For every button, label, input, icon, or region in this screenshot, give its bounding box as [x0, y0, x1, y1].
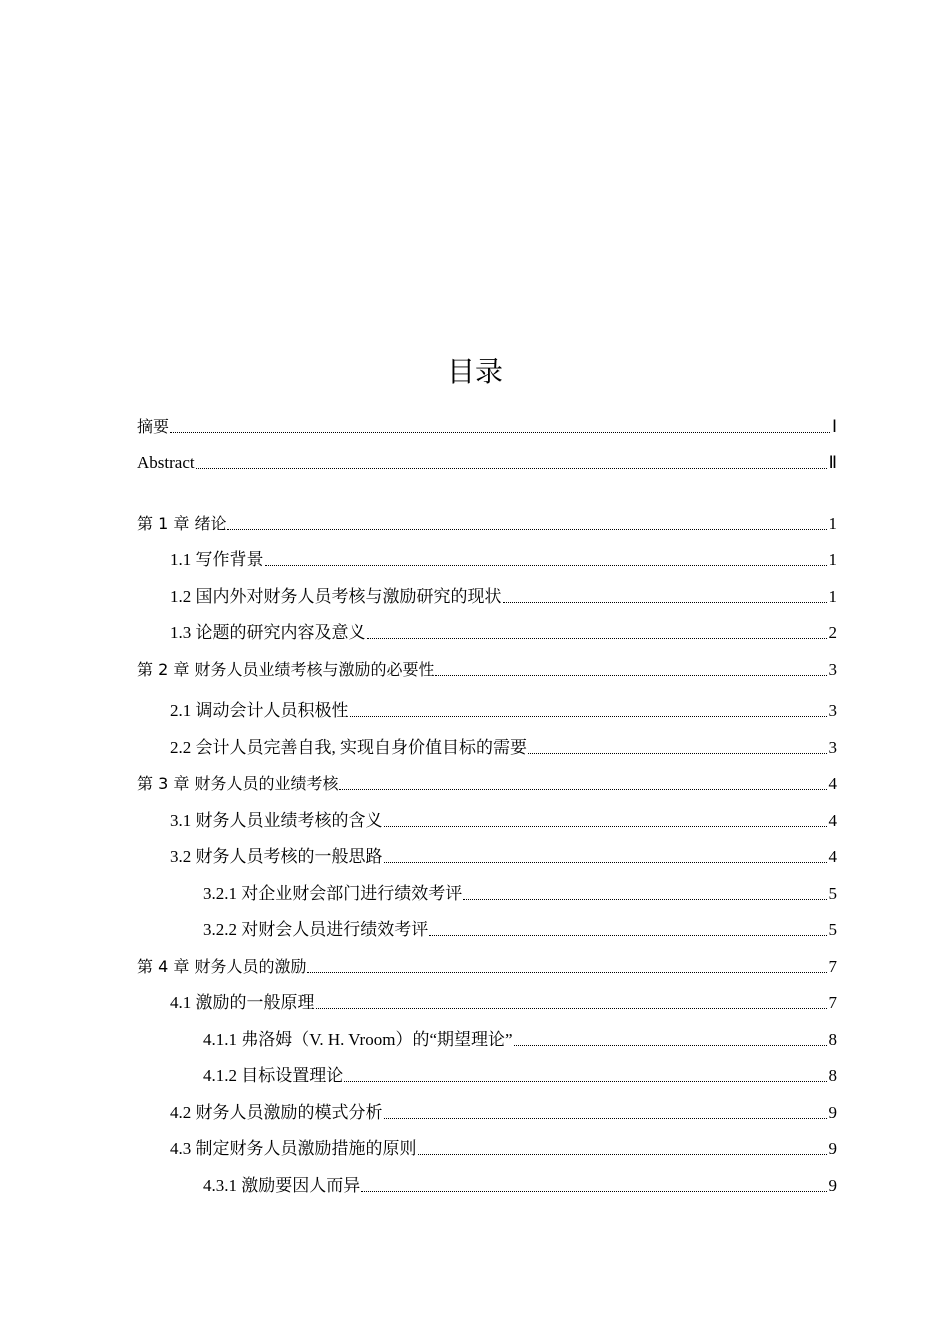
toc-entry-page: 2	[828, 623, 837, 642]
toc-entry-page: 3	[828, 660, 837, 679]
toc-entry-abstract-en[interactable]	[137, 451, 837, 475]
dot-leader	[418, 1154, 827, 1155]
toc-entry-label: 2.1 调动会计人员积极性	[170, 701, 349, 720]
toc-entry-4-1-2[interactable]	[203, 1064, 837, 1088]
toc-entry-2-1[interactable]	[170, 699, 837, 723]
toc-entry-page: 8	[828, 1030, 837, 1049]
toc-entry-3-2[interactable]	[170, 845, 837, 869]
dot-leader	[170, 432, 830, 433]
toc-entry-page: 9	[828, 1103, 837, 1122]
toc-entry-label: 4.2 财务人员激励的模式分析	[170, 1103, 383, 1122]
toc-entry-page: 9	[828, 1139, 837, 1158]
toc-entry-page: 1	[828, 587, 837, 606]
dot-leader	[361, 1191, 826, 1192]
dot-leader	[339, 789, 826, 790]
dot-leader	[503, 602, 827, 603]
toc-entry-4-2[interactable]	[170, 1101, 837, 1125]
toc-entry-label: 3.2.2 对财会人员进行绩效考评	[203, 920, 429, 939]
toc-entry-page: 1	[828, 550, 837, 569]
toc-entry-2-2[interactable]	[170, 736, 837, 760]
toc-entry-3-2-1[interactable]	[203, 882, 837, 906]
dot-leader	[463, 899, 826, 900]
toc-entry-4-3-1[interactable]	[203, 1174, 837, 1198]
dot-leader	[227, 529, 826, 530]
toc-entry-label: 摘要	[137, 417, 170, 436]
dot-leader	[514, 1045, 827, 1046]
dot-leader	[384, 1118, 827, 1119]
toc-entry-label: 3.1 财务人员业绩考核的含义	[170, 811, 383, 830]
toc-entry-page: 4	[828, 811, 837, 830]
toc-entry-page: 7	[828, 957, 837, 976]
dot-leader	[367, 638, 827, 639]
dot-leader	[344, 1081, 826, 1082]
toc-entry-label: 第 2 章 财务人员业绩考核与激励的必要性	[137, 660, 435, 679]
toc-entry-label: 4.3 制定财务人员激励措施的原则	[170, 1139, 417, 1158]
toc-entry-page: 5	[828, 920, 837, 939]
dot-leader	[384, 826, 827, 827]
dot-leader	[350, 716, 827, 717]
toc-entry-page: 9	[828, 1176, 837, 1195]
toc-entry-page: Ⅰ	[831, 417, 837, 436]
dot-leader	[265, 565, 827, 566]
toc-entry-label: 3.2.1 对企业财会部门进行绩效考评	[203, 884, 463, 903]
toc-entry-label: 1.2 国内外对财务人员考核与激励研究的现状	[170, 587, 502, 606]
toc-entry-page: 5	[828, 884, 837, 903]
dot-leader	[316, 1008, 827, 1009]
toc-entry-3-1[interactable]	[170, 809, 837, 833]
toc-entry-label: 1.3 论题的研究内容及意义	[170, 623, 366, 642]
toc-entry-label: 4.1 激励的一般原理	[170, 993, 315, 1012]
toc-entry-page: 4	[828, 774, 837, 793]
toc-entry-label: 4.1.1 弗洛姆（V. H. Vroom）的“期望理论”	[203, 1030, 513, 1049]
dot-leader	[429, 935, 826, 936]
toc-entry-3-2-2[interactable]	[203, 918, 837, 942]
toc-entry-label: 第 4 章 财务人员的激励	[137, 957, 307, 976]
toc-entry-1-3[interactable]	[170, 621, 837, 645]
toc-entry-1-2[interactable]	[170, 585, 837, 609]
toc-entry-4-1[interactable]	[170, 991, 837, 1015]
toc-entry-4-1-1[interactable]	[203, 1028, 837, 1052]
toc-entry-chapter-1[interactable]	[137, 512, 837, 536]
toc-entry-page: 1	[828, 514, 837, 533]
toc-entry-label: 第 1 章 绪论	[137, 514, 227, 533]
toc-entry-label: 4.1.2 目标设置理论	[203, 1066, 344, 1085]
toc-entry-label: 1.1 写作背景	[170, 550, 264, 569]
toc-entry-label: 4.3.1 激励要因人而异	[203, 1176, 361, 1195]
toc-entry-label: Abstract	[137, 453, 195, 472]
toc-entry-page: 7	[828, 993, 837, 1012]
dot-leader	[528, 753, 827, 754]
toc-entry-abstract-cn[interactable]	[137, 415, 837, 439]
dot-leader	[307, 972, 826, 973]
toc-entry-chapter-4[interactable]	[137, 955, 837, 979]
toc-entry-chapter-3[interactable]	[137, 772, 837, 796]
toc-entry-label: 2.2 会计人员完善自我, 实现自身价值目标的需要	[170, 738, 527, 757]
toc-entry-label: 3.2 财务人员考核的一般思路	[170, 847, 383, 866]
toc-entry-1-1[interactable]	[170, 548, 837, 572]
toc-entry-page: 3	[828, 738, 837, 757]
dot-leader	[435, 675, 826, 676]
toc-entry-page: Ⅱ	[828, 453, 837, 472]
dot-leader	[196, 468, 827, 469]
toc-entry-page: 8	[828, 1066, 837, 1085]
toc-entry-label: 第 3 章 财务人员的业绩考核	[137, 774, 339, 793]
dot-leader	[384, 862, 827, 863]
toc-entry-page: 3	[828, 701, 837, 720]
page-title: 目录	[446, 355, 503, 388]
toc-entry-page: 4	[828, 847, 837, 866]
toc-entry-chapter-2[interactable]	[137, 658, 837, 682]
toc-entry-4-3[interactable]	[170, 1137, 837, 1161]
